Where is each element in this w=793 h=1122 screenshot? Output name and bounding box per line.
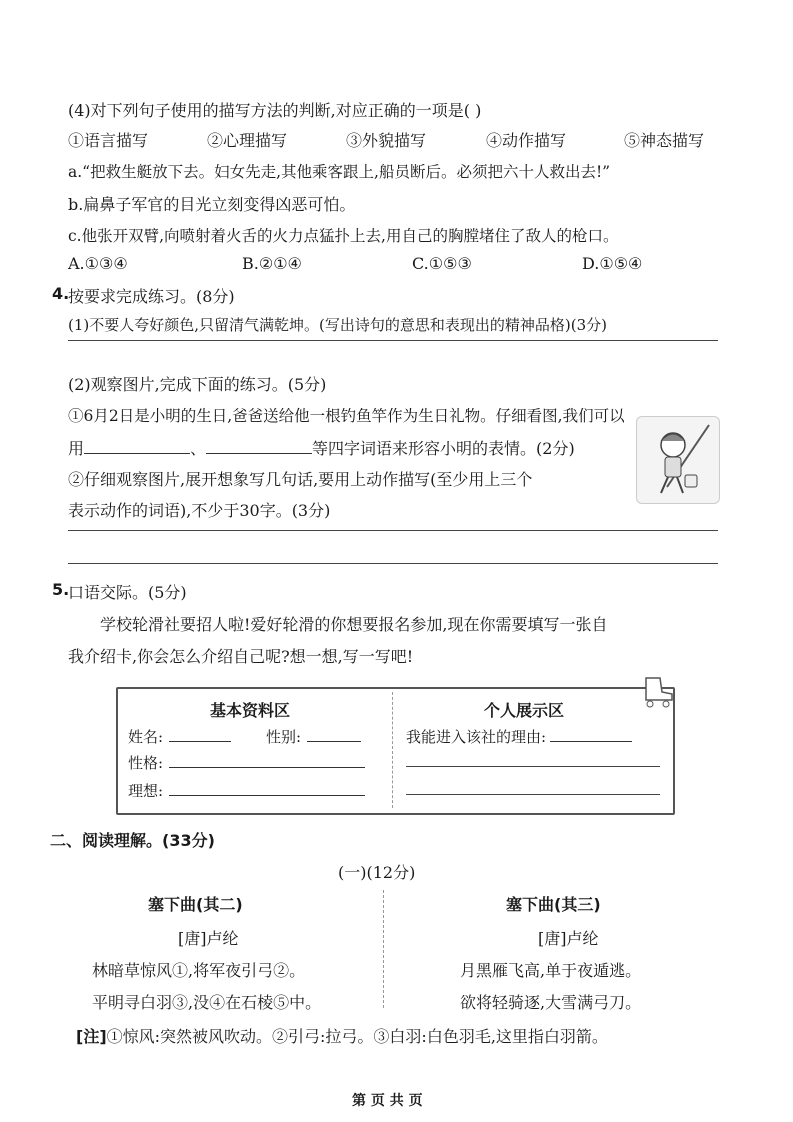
- answer-line[interactable]: [68, 563, 718, 564]
- name-row: [128, 726, 231, 747]
- boy-fishing-rod-picture: [636, 416, 720, 504]
- character-field[interactable]: [169, 753, 365, 768]
- reason-field[interactable]: [550, 727, 632, 742]
- option-c: C.①⑤③: [412, 254, 472, 273]
- card-divider: [392, 692, 393, 808]
- note-text: ①惊风:突然被风吹动。②引弓:拉弓。③白羽:白色羽毛,这里指白羽箭。: [106, 1027, 608, 1046]
- q4-part2: (2)观察图片,完成下面的练习。(5分): [68, 375, 327, 394]
- sentence-c: c.他张开双臂,向喷射着火舌的火力点猛扑上去,用自己的胸膛堵住了敌人的枪口。: [68, 227, 619, 245]
- q3-4-stem: (4)对下列句子使用的描写方法的判断,对应正确的一项是( ): [68, 101, 482, 120]
- boy-illustration-icon: [637, 417, 719, 503]
- q5-title: 口语交际。(5分): [68, 583, 187, 602]
- ideal-field[interactable]: [169, 781, 365, 796]
- q4-part2-b1: ②仔细观察图片,展开想象写几句话,要用上动作描写(至少用上三个: [68, 470, 533, 489]
- reason-label: 我能进入该社的理由:: [406, 728, 547, 746]
- ideal-row: [128, 780, 365, 801]
- q4-part2-a2-sep: 、: [190, 439, 207, 458]
- method-3: ③外貌描写: [346, 131, 427, 150]
- poem1-line1: 林暗草惊风①,将军夜引弓②。: [92, 961, 306, 980]
- method-5: ⑤神态描写: [624, 131, 705, 150]
- method-1: ①语言描写: [68, 131, 149, 150]
- page-footer: 第 页 共 页: [352, 1093, 423, 1109]
- gender-row: [266, 726, 361, 747]
- poem1-author: [唐]卢纶: [178, 929, 239, 948]
- poem2-line2: 欲将轻骑逐,大雪满弓刀。: [460, 993, 642, 1012]
- reason-line[interactable]: [406, 766, 660, 767]
- name-label: 姓名:: [128, 728, 164, 746]
- q5-number: 5.: [52, 580, 70, 599]
- q4-part1: (1)不要人夸好颜色,只留清气满乾坤。(写出诗句的意思和表现出的精神品格)(3分): [68, 316, 607, 334]
- character-row: [128, 752, 365, 773]
- q4-part2-b2: 表示动作的词语),不少于30字。(3分): [68, 501, 331, 520]
- option-b: B.②①④: [242, 254, 302, 273]
- blank-2[interactable]: [206, 439, 312, 454]
- q4-part2-a1: ①6月2日是小明的生日,爸爸送给他一根钓鱼竿作为生日礼物。仔细看图,我们可以: [68, 407, 625, 425]
- reason-row: [406, 726, 632, 747]
- gender-label: 性别:: [266, 728, 302, 746]
- q4-part2-a2: [68, 436, 575, 459]
- card-right-title: 个人展示区: [484, 701, 565, 720]
- blank-1[interactable]: [84, 439, 190, 454]
- ideal-label: 理想:: [128, 782, 164, 800]
- answer-line[interactable]: [68, 530, 718, 531]
- method-2: ②心理描写: [207, 131, 288, 150]
- q4-part2-a2-end: 等四字词语来形容小明的表情。(2分): [312, 439, 575, 458]
- section2-sub: (一)(12分): [338, 863, 416, 882]
- sentence-b: b.扁鼻子军官的目光立刻变得凶恶可怕。: [68, 195, 356, 214]
- note-label: [注]: [76, 1027, 107, 1046]
- note: [76, 1024, 608, 1047]
- answer-line[interactable]: [68, 340, 718, 341]
- card-left-title: 基本资料区: [210, 701, 291, 720]
- poem1-line2: 平明寻白羽③,没④在石棱⑤中。: [92, 993, 322, 1012]
- poem2-line1: 月黑雁飞高,单于夜遁逃。: [460, 961, 642, 980]
- poem2-author: [唐]卢纶: [538, 929, 599, 948]
- method-4: ④动作描写: [486, 131, 567, 150]
- roller-skate-icon: [640, 672, 678, 708]
- option-a: A.①③④: [68, 254, 128, 273]
- sentence-a: a.“把救生艇放下去。妇女先走,其他乘客跟上,船员断后。必须把六十人救出去!”: [68, 163, 611, 181]
- poem-divider: [383, 890, 384, 1008]
- q4-title: 按要求完成练习。(8分): [68, 287, 235, 306]
- q5-para1: 学校轮滑社要招人啦!爱好轮滑的你想要报名参加,现在你需要填写一张自: [100, 615, 608, 634]
- q5-para2: 我介绍卡,你会怎么介绍自己呢?想一想,写一写吧!: [68, 647, 414, 666]
- q4-number: 4.: [52, 284, 70, 303]
- option-d: D.①⑤④: [582, 254, 643, 273]
- name-field[interactable]: [169, 727, 231, 742]
- gender-field[interactable]: [307, 727, 361, 742]
- poem1-title: 塞下曲(其二): [148, 895, 243, 914]
- q4-part2-a2-start: 用: [68, 439, 85, 458]
- poem2-title: 塞下曲(其三): [506, 895, 601, 914]
- reason-line[interactable]: [406, 794, 660, 795]
- section2-title: 二、阅读理解。(33分): [50, 831, 215, 850]
- character-label: 性格:: [128, 754, 164, 772]
